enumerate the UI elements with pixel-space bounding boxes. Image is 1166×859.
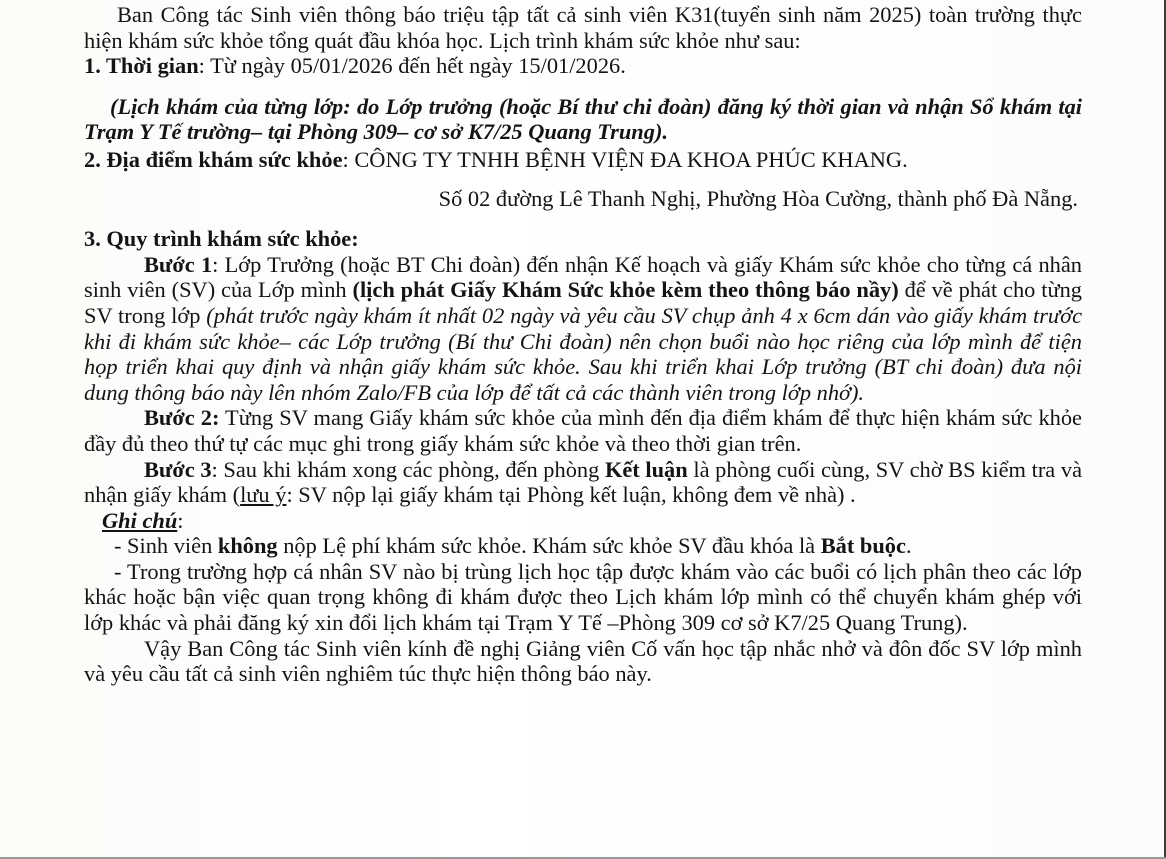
location-address [84, 186, 1082, 212]
step-2-label: Bước 2: [144, 405, 220, 431]
section-location-label: 2. Địa điểm khám sức khỏe [84, 146, 343, 172]
notes-label-suffix: : [177, 507, 184, 533]
section-procedure-label: 3. Quy trình khám sức khỏe: [84, 226, 359, 252]
step-3-text-c: : SV nộp lại giấy khám tại Phòng kết luận, không đem về nhà) . [286, 482, 856, 508]
section-time-label: 1. Thời gian [84, 53, 199, 79]
section-location [84, 147, 1082, 173]
intro-paragraph [84, 2, 1082, 53]
step-3-text-a: : Sau khi khám xong các phòng, đến phòng [211, 456, 605, 482]
note-2 [84, 559, 1082, 636]
note-1-prefix: - Sinh viên [114, 533, 218, 559]
step-3-paragraph [84, 457, 1082, 508]
note-1 [84, 533, 1082, 559]
section-location-text: : CÔNG TY TNHH BỆNH VIỆN ĐA KHOA PHÚC KHANG. [342, 146, 908, 172]
location-address-text: Số 02 đường Lê Thanh Nghị, Phường Hòa Cường, thành phố Đà Nẵng. [438, 185, 1078, 211]
closing-paragraph [84, 636, 1082, 687]
note-2-text: - Trong trường hợp cá nhân SV nào bị trùng lịch học tập được khám vào các buổi có lịch phân theo các lớp khác hoặc bận việc quan trọng không đi khám được theo Lịch khám lớp mình có thể chuyển khám ghép với lớp khác và phải đăng ký xin đổi lịch khám tại Trạm Y Tế –Phòng 309 cơ sở K7/25 Quang Trung). [84, 558, 1082, 636]
step-2-text: Từng SV mang Giấy khám sức khỏe của mình đến địa điểm khám để thực hiện khám sức khỏe đầy đủ theo thứ tự các mục ghi trong giấy khám sức khỏe và theo thời gian trên. [84, 405, 1082, 456]
notes-heading [84, 508, 1082, 534]
notes-label: Ghi chú [102, 507, 178, 533]
note-1-middle: nộp Lệ phí khám sức khỏe. Khám sức khỏe SV đầu khóa là [277, 533, 821, 559]
step-3-bold: Kết luận [604, 456, 688, 482]
step-2-paragraph [84, 405, 1082, 456]
schedule-note [84, 94, 1082, 145]
note-1-bold-a: không [217, 533, 278, 559]
closing-text: Vậy Ban Công tác Sinh viên kính đề nghị Giảng viên Cố vấn học tập nhắc nhở và đôn đốc SV lớp mình và yêu cầu tất cả sinh viên nghiêm túc thực hiện thông báo này. [84, 635, 1082, 687]
step-1-text-a: : Lớp Trưởng (hoặc BT Chi đoàn) đến nhận Kế hoạch và giấy Khám sức khỏe cho từng cá nhân sinh viên (SV) của Lớp mình [84, 251, 1083, 303]
section-time [84, 53, 1082, 79]
intro-text: Ban Công tác Sinh viên thông báo triệu tập tất cả sinh viên K31(tuyển sinh năm 2025) toàn trường thực hiện khám sức khỏe tổng quát đầu khóa học. Lịch trình khám sức khỏe như sau: [84, 2, 1082, 53]
step-1-text-b: để về phát cho từng SV trong lớp [84, 277, 1082, 328]
step-3-text-b: là phòng cuối cùng, SV chờ BS kiểm tra và nhận giấy khám ( [84, 456, 1083, 508]
section-time-text: : Từ ngày 05/01/2026 đến hết ngày 15/01/2026. [198, 53, 626, 79]
schedule-note-text: (Lịch khám của từng lớp: do Lớp trưởng (hoặc Bí thư chi đoàn) đăng ký thời gian và nhận Sổ khám tại Trạm Y Tế trường– tại Phòng 309– cơ sở K7/25 Quang Trung). [84, 93, 1082, 145]
step-1-label: Bước 1 [144, 251, 213, 277]
section-procedure-heading [84, 226, 1082, 252]
note-1-suffix: . [905, 533, 912, 559]
step-3-underline: lưu ý [240, 482, 287, 508]
step-3-label: Bước 3 [144, 456, 212, 482]
step-1-italic: (phát trước ngày khám ít nhất 02 ngày và yêu cầu SV chụp ảnh 4 x 6cm dán vào giấy khám trước khi đi khám sức khỏe– các Lớp trưởng (Bí thư Chi đoàn) nên chọn buổi nào học riêng của lớp mình để tiện họp triển khai quy định và nhận giấy khám sức khỏe. Sau khi triển khai Lớp trưởng (BT chi đoàn) đưa nội dung thông báo này lên nhóm Zalo/FB của lớp để tất cả các thành viên trong lớp nhớ). [84, 302, 1083, 405]
step-1-bold: (lịch phát Giấy Khám Sức khỏe kèm theo thông báo nầy) [352, 277, 899, 303]
step-1-paragraph [84, 252, 1082, 406]
note-1-bold-b: Bắt buộc [820, 533, 906, 559]
